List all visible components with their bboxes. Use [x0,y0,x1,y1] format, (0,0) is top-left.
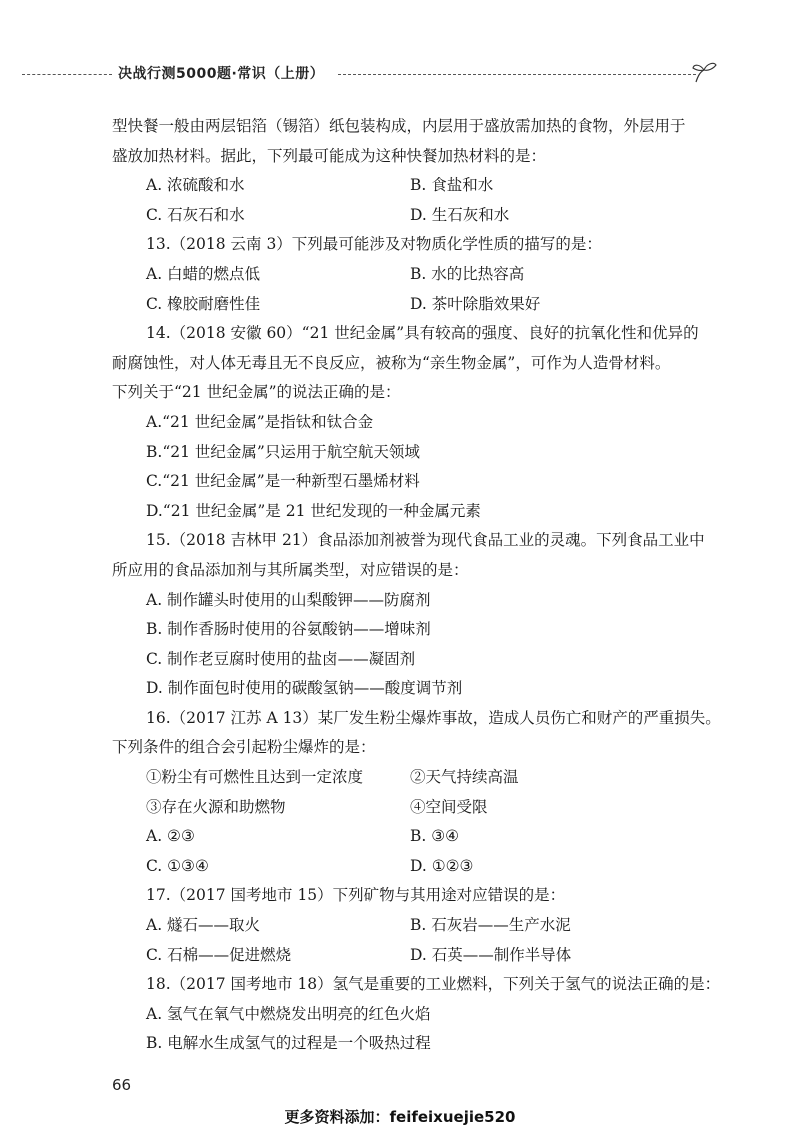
condition-row [112,763,732,793]
text-line: 耐腐蚀性，对人体无毒且无不良反应，被称为“亲生物金属”，可作为人造骨材料。 [112,353,671,372]
question-17-stem: 17.（2017 国考地市 15）下列矿物与其用途对应错误的是： [146,886,566,905]
option-b: B. 食盐和水 [410,176,494,195]
book-title: 决战行测5000题·常识（上册） [118,66,325,82]
footer-note: 更多资料添加：feifeixuejie520 [284,1108,516,1126]
option-a: A.“21 世纪金属”是指钛和钛合金 [146,412,374,431]
page-number: 66 [112,1076,132,1094]
condition-3: ③存在火源和助燃物 [146,797,286,816]
option-c: C. 橡胶耐磨性佳 [146,294,261,313]
option-a: A. 制作罐头时使用的山梨酸钾——防腐剂 [146,590,431,609]
condition-4: ④空间受限 [410,797,488,816]
condition-1: ①粉尘有可燃性且达到一定浓度 [146,768,364,787]
option-b: B. 水的比热容高 [410,264,525,283]
running-header [0,56,800,96]
text-line: 型快餐一般由两层铝箔（锡箔）纸包装构成，内层用于盛放需加热的食物，外层用于 [112,117,686,135]
question-13-stem: 13.（2018 云南 3）下列最可能涉及对物质化学性质的描写的是： [146,235,602,254]
option-a: A. 氢气在氧气中燃烧发出明亮的红色火焰 [146,1004,431,1023]
option-c: C. 石灰石和水 [146,205,245,224]
text-line: 盛放加热材料。据此，下列最可能成为这种快餐加热材料的是： [112,146,547,165]
header-rule-left [22,74,112,75]
option-b: B.“21 世纪金属”只运用于航空航天领域 [146,442,420,461]
option-row [112,852,732,882]
option-row [112,911,732,941]
header-rule-right [338,74,696,75]
option-a: A. ②③ [146,827,195,846]
option-a: A. 浓硫酸和水 [146,176,245,195]
option-c: C. ①③④ [146,856,209,875]
page-body [112,112,732,1059]
option-b: B. 电解水生成氢气的过程是一个吸热过程 [146,1034,431,1053]
question-18-stem: 18.（2017 国考地市 18）氢气是重要的工业燃料，下列关于氢气的说法正确的是： [146,975,721,994]
option-c: C. 石棉——促进燃烧 [146,945,292,964]
text-line: 所应用的食品添加剂与其所属类型，对应错误的是： [112,560,469,579]
sprout-icon [690,56,718,84]
option-d: D. 制作面包时使用的碳酸氢钠——酸度调节剂 [146,679,463,698]
option-c: C. 制作老豆腐时使用的盐卤——凝固剂 [146,649,416,668]
option-a: A. 白蜡的燃点低 [146,264,261,283]
question-16-stem: 16.（2017 江苏 A 13）某厂发生粉尘爆炸事故，造成人员伤亡和财产的严重损失。 [146,708,721,727]
option-d: D. 石英——制作半导体 [410,945,572,964]
option-a: A. 燧石——取火 [146,916,261,935]
text-line: 下列条件的组合会引起粉尘爆炸的是： [112,738,376,757]
option-d: D. 生石灰和水 [410,205,510,224]
text-line: 下列关于“21 世纪金属”的说法正确的是： [112,383,401,402]
option-b: B. ③④ [410,827,460,846]
option-d: D. 茶叶除脂效果好 [410,294,541,313]
option-row [112,290,732,320]
option-row [112,941,732,971]
option-d: D. ①②③ [410,856,474,875]
option-b: B. 石灰岩——生产水泥 [410,916,571,935]
question-15-stem: 15.（2018 吉林甲 21）食品添加剂被誉为现代食品工业的灵魂。下列食品工业中 [146,531,705,550]
option-d: D.“21 世纪金属”是 21 世纪发现的一种金属元素 [146,501,481,520]
question-14-stem: 14.（2018 安徽 60）“21 世纪金属”具有较高的强度、良好的抗氧化性和优异的 [146,324,699,343]
condition-row [112,793,732,823]
option-row [112,822,732,852]
option-row [112,171,732,201]
condition-2: ②天气持续高温 [410,768,519,787]
option-row [112,260,732,290]
option-b: B. 制作香肠时使用的谷氨酸钠——增味剂 [146,620,431,639]
option-row [112,201,732,231]
option-c: C.“21 世纪金属”是一种新型石墨烯材料 [146,472,420,491]
